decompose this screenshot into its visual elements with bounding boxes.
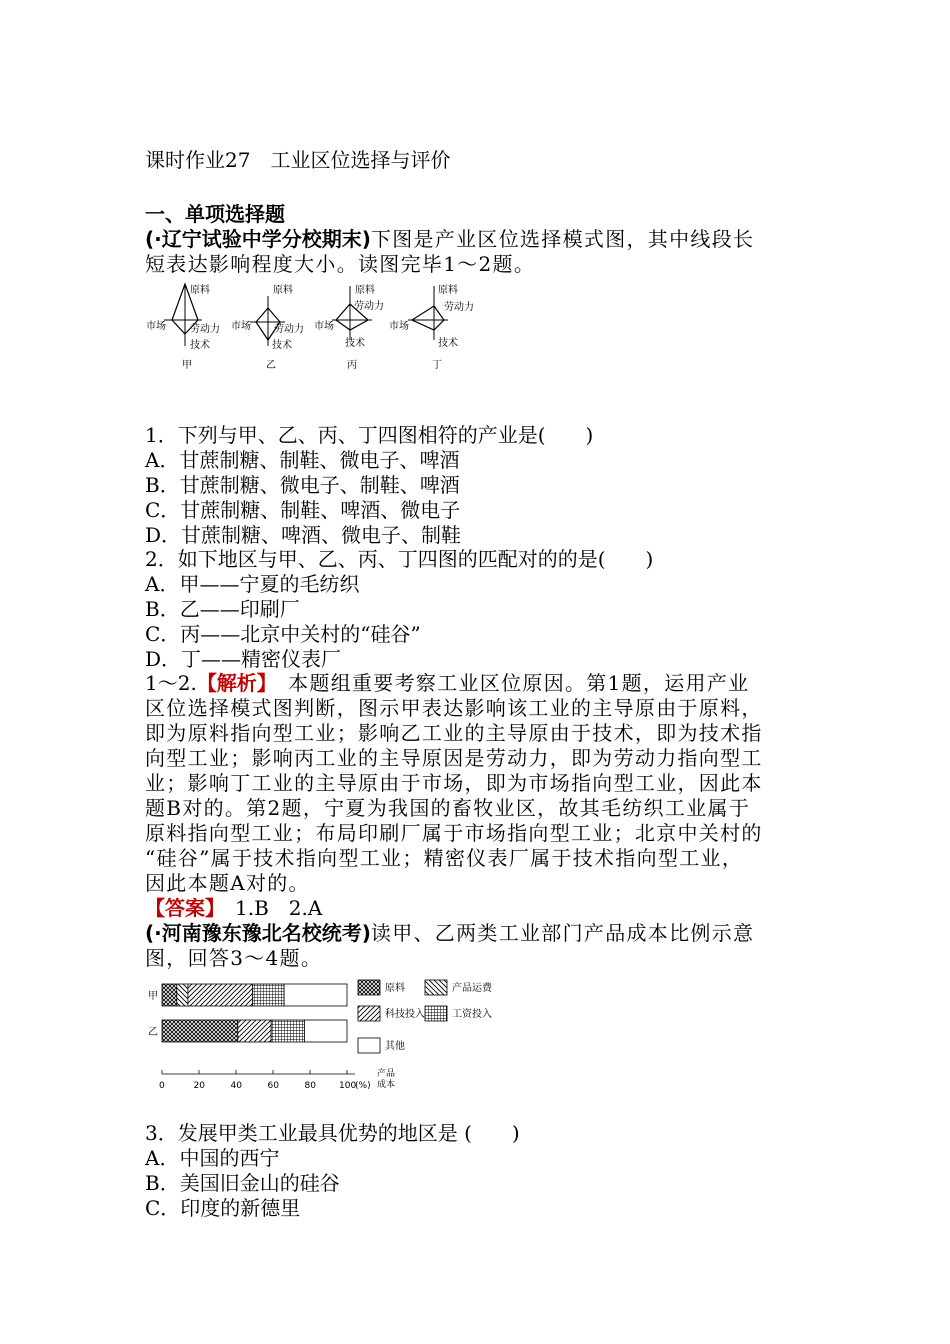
question-3-stem: 3．发展甲类工业最具优势的地区是 ( ) (145, 1121, 520, 1145)
bar-segment (253, 984, 284, 1006)
legend-label: 科技投入 (385, 1009, 425, 1020)
x-tick-label: 20 (193, 1081, 205, 1091)
legend-swatch (358, 1006, 380, 1021)
analysis-tag: 【解析】 (196, 671, 267, 695)
location-pattern-figure (140, 278, 500, 378)
option-b: B．美国旧金山的硅谷 (145, 1171, 340, 1195)
legend-label: 产品运费 (452, 983, 492, 994)
section-heading: 一、单项选择题 (145, 202, 285, 226)
option-a: A．甲——宁夏的毛纺织 (145, 572, 360, 596)
analysis-line: “硅谷”属于技术指向型工业；精密仪表厂属于技术指向型工业， (145, 846, 744, 870)
x-tick-label: 60 (267, 1081, 279, 1091)
bar-segment (162, 984, 177, 1006)
fig-label-material: 原料 (355, 285, 375, 296)
answer-text: 1.B 2.A (215, 896, 323, 920)
analysis-line: 即为原料指向型工业；影响乙工业的主导原由于技术，即为技术指 (145, 721, 763, 745)
category-label: 甲 (148, 991, 158, 1002)
intro-2 (145, 921, 754, 946)
analysis-line: 业；影响丁工业的主导原由于市场，即为市场指向型工业，因此本 (145, 771, 763, 795)
bar-segment (188, 984, 253, 1006)
option-b: B．乙——印刷厂 (145, 597, 300, 621)
bar-segment (304, 1020, 347, 1042)
analysis-line (145, 671, 749, 696)
analysis-text: 本题组重要考察工业区位原因。第1题，运用产业 (266, 671, 750, 695)
diagram-jia (146, 283, 220, 371)
analysis-line: 区位选择模式图判断，图示甲表达影响该工业的主导原由于原料， (145, 696, 763, 720)
option-d: D．丁——精密仪表厂 (145, 647, 342, 671)
analysis-prefix: 1～2. (145, 671, 197, 695)
source-note: (·河南豫东豫北名校统考) (145, 921, 371, 945)
diagram-yi (231, 283, 304, 371)
fig-label-material: 原料 (438, 285, 458, 296)
question-1-stem: 1．下列与甲、乙、丙、丁四图相符的产业是( ) (145, 423, 594, 447)
fig-name: 甲 (182, 360, 192, 371)
page-title: 课时作业27 工业区位选择与评价 (145, 148, 451, 172)
answer-tag: 【答案】 (145, 896, 215, 920)
option-d: D．甘蔗制糖、啤酒、微电子、制鞋 (145, 523, 462, 547)
fig-name: 丙 (347, 360, 357, 371)
bar-segment (177, 984, 188, 1006)
bar-segment (238, 1020, 271, 1042)
fig-label-tech: 技术 (345, 338, 365, 349)
category-label: 乙 (148, 1027, 158, 1038)
bar-segment (271, 1020, 304, 1042)
intro-text: 短表达影响程度大小。读图完毕1～2题。 (145, 252, 536, 276)
legend-label: 原料 (385, 983, 405, 994)
diagram-bing (314, 283, 384, 371)
x-unit-label: (%) (355, 1081, 371, 1091)
bar-segment (284, 984, 347, 1006)
question-2-stem: 2．如下地区与甲、乙、丙、丁四图的匹配对的的是( ) (145, 547, 654, 571)
answer-line (145, 896, 322, 921)
fig-name: 乙 (266, 360, 276, 371)
fig-label-labor: 劳动力 (354, 301, 384, 312)
cost-composition-chart (140, 976, 510, 1106)
fig-label-labor: 劳动力 (190, 324, 220, 335)
analysis-line: 向型工业；影响丙工业的主导原因是劳动力，即为劳动力指向型工 (145, 746, 763, 770)
diagram-ding (389, 283, 474, 371)
legend-swatch (358, 980, 380, 995)
fig-label-tech: 技术 (190, 340, 210, 351)
x-tick-label: 80 (304, 1081, 316, 1091)
fig-name: 丁 (432, 360, 442, 371)
fig-label-market: 市场 (231, 321, 251, 332)
fig-label-tech: 技术 (438, 338, 458, 349)
option-a: A．中国的西宁 (145, 1146, 280, 1170)
intro-text: 读甲、乙两类工业部门产品成本比例示意 (370, 921, 755, 945)
analysis-line: 原料指向型工业；布局印刷厂属于市场指向型工业；北京中关村的 (145, 821, 763, 845)
analysis-line: 题B对的。第2题，宁夏为我国的畜牧业区，故其毛纺织工业属于 (145, 796, 751, 820)
legend-label: 其他 (385, 1041, 405, 1052)
option-c: C．丙——北京中关村的“硅谷” (145, 622, 421, 646)
option-c: C．印度的新德里 (145, 1196, 301, 1220)
intro-text: 下图是产业区位选择模式图，其中线段长 (370, 227, 755, 251)
intro-1 (145, 227, 754, 252)
source-note: (·辽宁试验中学分校期末) (145, 227, 371, 251)
option-c: C．甘蔗制糖、制鞋、啤酒、微电子 (145, 498, 461, 522)
fig-label-market: 市场 (389, 321, 409, 332)
fig-label-market: 市场 (146, 321, 166, 332)
legend-swatch (425, 1006, 447, 1021)
bar-segment (162, 1020, 238, 1042)
legend-swatch (425, 980, 447, 995)
option-a: A．甘蔗制糖、制鞋、微电子、啤酒 (145, 448, 460, 472)
x-tick-label: 100 (339, 1081, 357, 1091)
analysis-line: 因此本题A对的。 (145, 871, 310, 895)
x-tick-label: 40 (230, 1081, 242, 1091)
fig-label-material: 原料 (273, 285, 293, 296)
fig-label-material: 原料 (190, 285, 210, 296)
x-tick-label: 0 (159, 1081, 165, 1091)
legend-label: 工资投入 (452, 1009, 492, 1020)
fig-label-labor: 劳动力 (274, 324, 304, 335)
x-axis-title: 产品 (377, 1069, 396, 1079)
fig-label-tech: 技术 (272, 340, 292, 351)
option-b: B．甘蔗制糖、微电子、制鞋、啤酒 (145, 473, 460, 497)
intro-text: 图，回答3～4题。 (145, 946, 323, 970)
fig-label-market: 市场 (314, 321, 334, 332)
legend-swatch (358, 1038, 380, 1053)
fig-label-labor: 劳动力 (444, 302, 474, 313)
x-axis-title: 成本 (377, 1080, 396, 1090)
